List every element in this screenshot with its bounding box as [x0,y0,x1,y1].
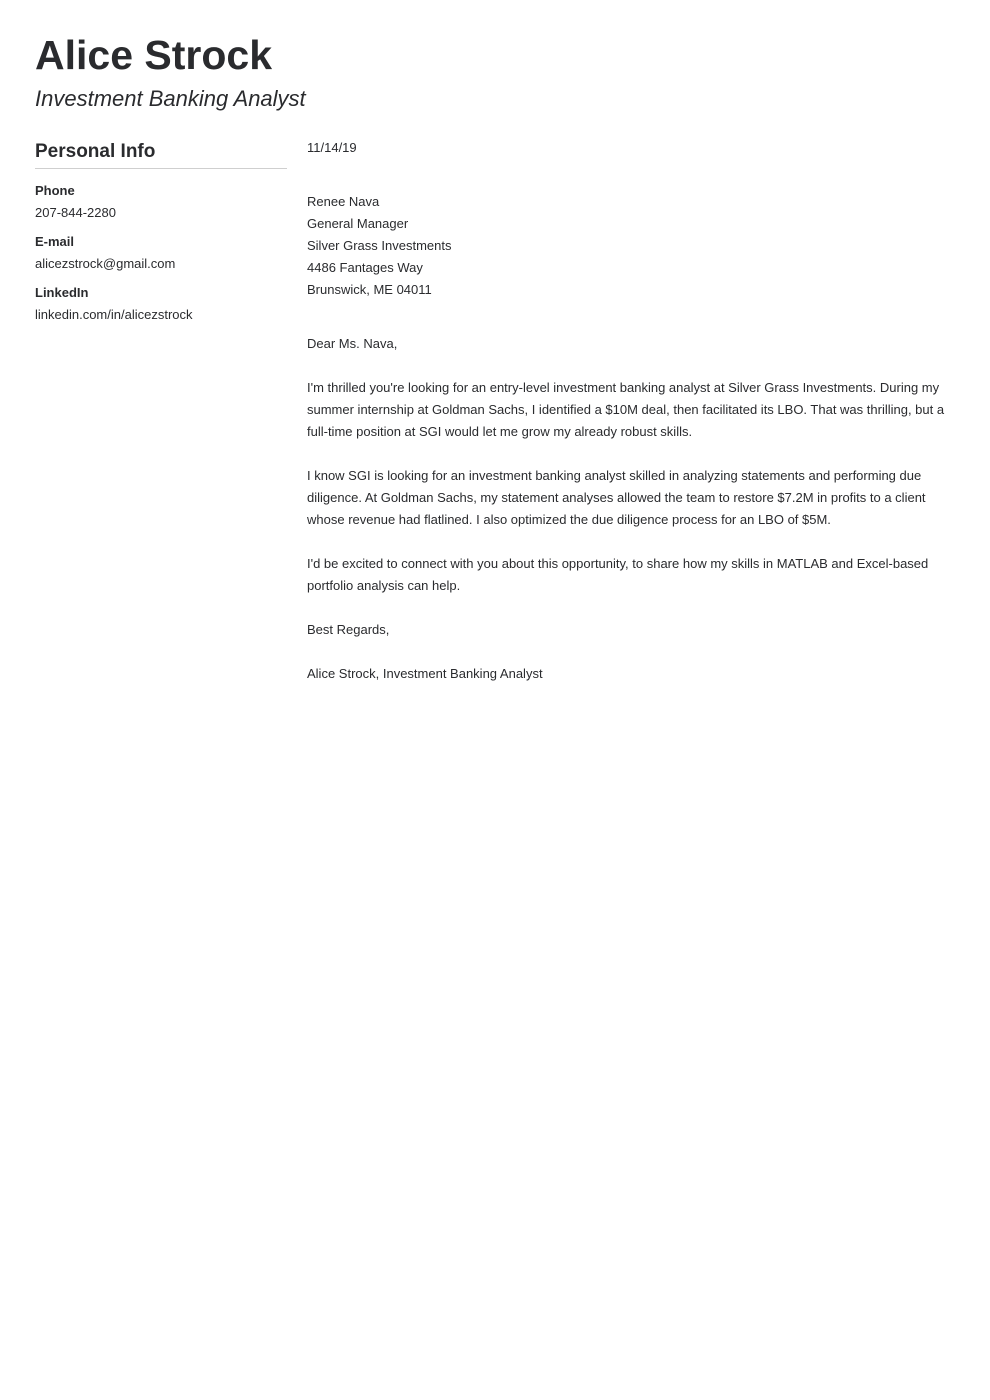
salutation: Dear Ms. Nava, [307,336,398,351]
linkedin-label: LinkedIn [35,285,89,300]
recipient-street: 4486 Fantages Way [307,260,423,275]
applicant-title: Investment Banking Analyst [35,86,306,111]
letter-body [307,137,955,685]
email-label: E-mail [35,234,75,249]
applicant-name: Alice Strock [35,32,272,78]
recipient-position: General Manager [307,216,409,231]
closing-phrase: Best Regards, [307,622,390,637]
linkedin-value[interactable]: linkedin.com/in/alicezstrock [35,307,193,322]
phone-group [35,182,287,222]
email-group [35,233,287,273]
personal-info-sidebar [35,139,287,324]
recipient-block [307,191,955,301]
email-value[interactable]: alicezstrock@gmail.com [35,256,176,271]
phone-value: 207-844-2280 [35,205,116,220]
recipient-company: Silver Grass Investments [307,238,452,253]
paragraph-closing: I'd be excited to connect with you about this opportunity, to share how my skills in MATLAB and Excel-based portfolio analysis can help. [307,556,929,593]
recipient-city: Brunswick, ME 04011 [307,282,432,297]
letter-date: 11/14/19 [307,140,357,155]
recipient-name: Renee Nava [307,194,380,209]
signature: Alice Strock, Investment Banking Analyst [307,666,543,681]
linkedin-group [35,284,287,324]
phone-label: Phone [35,183,75,198]
personal-info-heading: Personal Info [35,139,287,169]
paragraph-body: I know SGI is looking for an investment banking analyst skilled in analyzing statements and performing due diligence. At Goldman Sachs, my statement analyses allowed the team to restore $7.2M in profits to a client whose revenue had flatlined. I also optimized the due diligence process for an LBO of $5M. [307,468,926,527]
paragraph-intro: I'm thrilled you're looking for an entry-level investment banking analyst at Silver Grass Investments. During my summer internship at Goldman Sachs, I identified a $10M deal, then facilitated its LBO. That was thrilling, but a full-time position at SGI would let me grow my already robust skills. [307,380,945,439]
header [35,30,955,114]
